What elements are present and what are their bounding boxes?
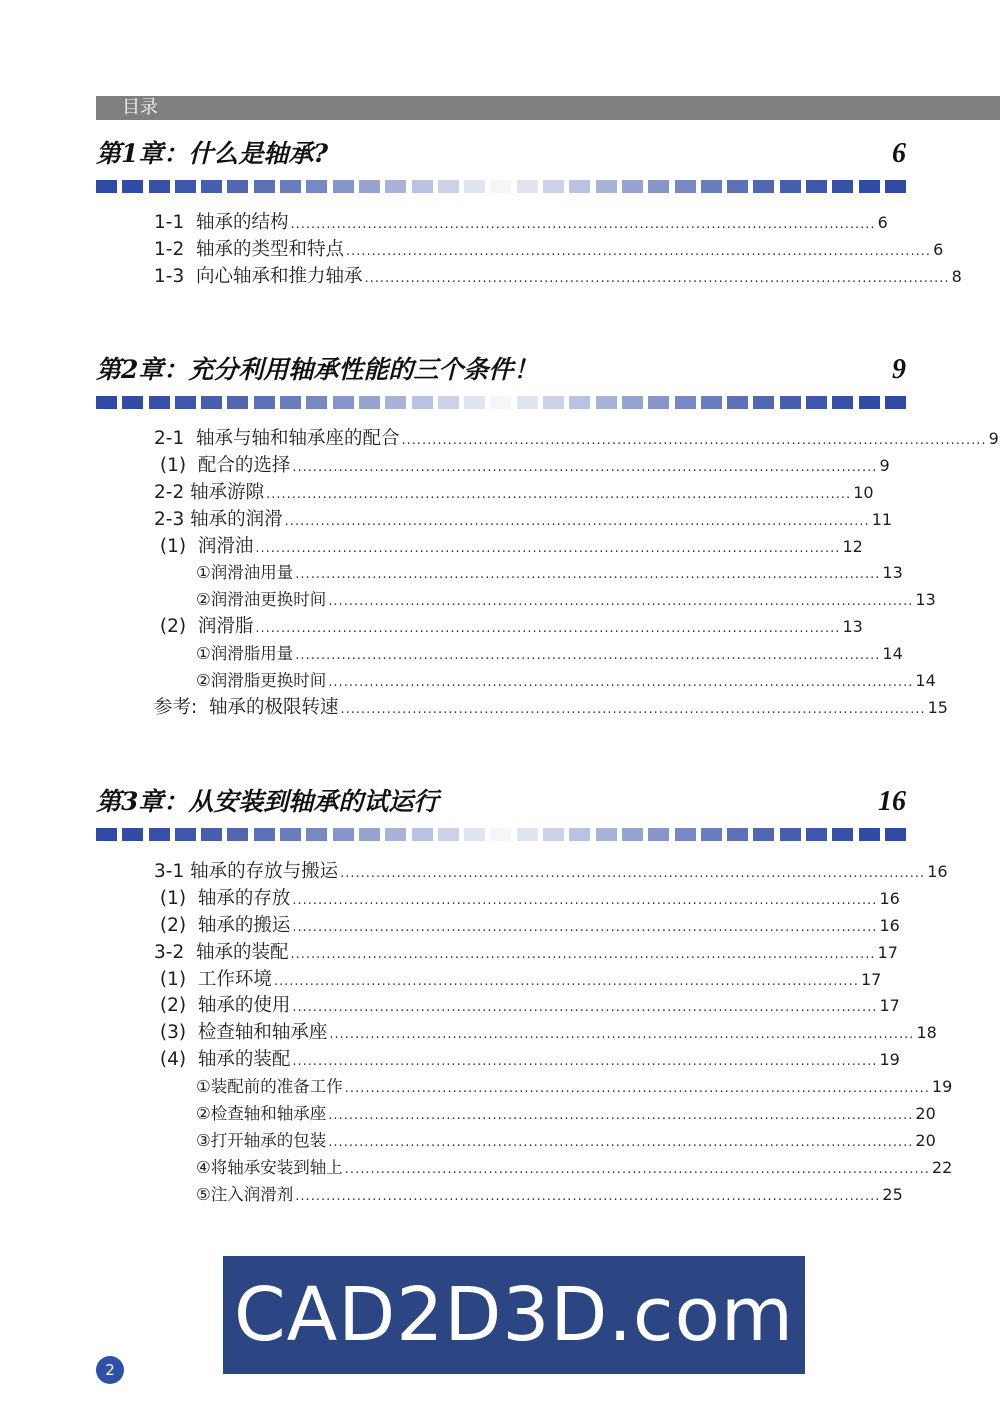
dash-segment: [333, 828, 354, 841]
dot-leader: ..................................................................................................................: [266, 486, 852, 502]
toc-entry-page: 9: [988, 429, 999, 448]
dash-segment: [622, 180, 643, 193]
dash-segment: [832, 180, 853, 193]
decorative-dash-row: [96, 828, 906, 841]
dot-leader: ..................................................................................................................: [284, 513, 870, 529]
toc-entry[interactable]: [154, 507, 893, 534]
toc-entry-page: 17: [860, 969, 882, 989]
toc-entry-label: (1) 配合的选择: [154, 454, 291, 476]
toc-entry[interactable]: [154, 641, 903, 668]
dash-segment: [727, 396, 748, 409]
toc-entry-page: 16: [879, 915, 900, 935]
dash-segment: [306, 396, 327, 409]
dot-leader: ..................................................................................................................: [295, 648, 881, 664]
dash-segment: [254, 828, 275, 841]
dash-segment: [175, 828, 196, 841]
toc-entry-label: ①润滑油用量: [196, 563, 294, 583]
dot-leader: ..................................................................................................................: [328, 1108, 914, 1124]
toc-entry-page: 6: [877, 213, 888, 232]
toc-entry[interactable]: [154, 480, 874, 507]
dash-segment: [517, 828, 538, 841]
toc-list: [154, 859, 953, 1209]
toc-entry-page: 9: [879, 455, 890, 475]
chapter-page: 16: [878, 786, 906, 817]
dash-segment: [201, 396, 222, 409]
toc-entry-page: 13: [882, 563, 903, 583]
dot-leader: ..................................................................................................................: [401, 433, 987, 448]
dash-segment: [438, 828, 459, 841]
toc-entry-label: ②检查轴和轴承座: [196, 1104, 327, 1124]
toc-entry[interactable]: [154, 534, 863, 561]
dot-leader: ..................................................................................................................: [292, 892, 878, 908]
chapter-page: 6: [892, 138, 906, 169]
dot-leader: ..................................................................................................................: [345, 243, 932, 259]
toc-entry-label: ②润滑脂更换时间: [196, 671, 327, 691]
dash-segment: [648, 828, 669, 841]
dash-segment: [122, 180, 143, 193]
toc-entry[interactable]: [154, 587, 936, 614]
toc-entry[interactable]: [154, 993, 900, 1020]
dash-segment: [306, 180, 327, 193]
dash-segment: [490, 828, 511, 841]
toc-entry-label: 2-2 轴承游隙: [154, 481, 265, 503]
toc-list: [154, 426, 999, 722]
decorative-dash-row: [96, 396, 906, 409]
toc-entry-page: 16: [927, 862, 948, 881]
toc-entry-page: 19: [879, 1050, 900, 1070]
toc-entry[interactable]: [154, 1020, 937, 1047]
dash-segment: [701, 828, 722, 841]
dash-segment: [464, 828, 485, 841]
toc-entry[interactable]: [154, 695, 948, 722]
toc-entry[interactable]: [154, 913, 900, 940]
dot-leader: ..................................................................................................................: [328, 1134, 914, 1150]
dash-segment: [333, 180, 354, 193]
toc-entry-page: 16: [879, 888, 900, 908]
dash-segment: [675, 828, 696, 841]
toc-entry[interactable]: [154, 264, 962, 291]
dash-segment: [543, 180, 564, 193]
dash-segment: [753, 396, 774, 409]
toc-entry[interactable]: [154, 560, 903, 587]
dash-segment: [412, 828, 433, 841]
toc-entry-label: ③打开轴承的包装: [196, 1130, 327, 1150]
dash-segment: [201, 180, 222, 193]
toc-entry-label: (3) 检查轴和轴承座: [154, 1022, 328, 1044]
dash-segment: [859, 828, 880, 841]
dash-segment: [412, 180, 433, 193]
dash-segment: [543, 396, 564, 409]
toc-entry[interactable]: [154, 426, 999, 453]
toc-entry-label: 1-2 轴承的类型和特点: [154, 238, 344, 260]
dash-segment: [280, 828, 301, 841]
decorative-dash-row: [96, 180, 906, 193]
dash-segment: [175, 396, 196, 409]
toc-entry-label: (2) 轴承的搬运: [154, 914, 291, 936]
dash-segment: [385, 828, 406, 841]
toc-entry-page: 22: [931, 1157, 953, 1177]
dash-segment: [254, 396, 275, 409]
dash-segment: [96, 180, 117, 193]
dash-segment: [149, 180, 170, 193]
dash-segment: [569, 396, 590, 409]
dash-segment: [727, 828, 748, 841]
toc-entry-label: ④将轴承安装到轴上: [196, 1157, 343, 1177]
toc-entry-page: 17: [877, 942, 898, 962]
toc-entry[interactable]: [154, 1182, 903, 1209]
dash-segment: [675, 396, 696, 409]
toc-entry-label: (2) 轴承的使用: [154, 995, 291, 1017]
dot-leader: ..................................................................................................................: [329, 1027, 915, 1043]
toc-entry-page: 13: [842, 617, 863, 637]
toc-entry-page: 14: [915, 671, 936, 691]
dot-leader: ..................................................................................................................: [295, 567, 881, 583]
toc-entry-page: 17: [879, 996, 900, 1016]
dot-leader: ..................................................................................................................: [292, 919, 878, 935]
header-title: 目录: [122, 97, 158, 118]
dot-leader: ..................................................................................................................: [328, 675, 914, 691]
toc-entry[interactable]: [154, 453, 890, 480]
toc-entry-page: 11: [871, 509, 893, 529]
toc-entry-label: 1-1 轴承的结构: [154, 212, 289, 233]
toc-entry-label: (1) 工作环境: [154, 968, 272, 990]
dot-leader: ..................................................................................................................: [273, 973, 859, 989]
dot-leader: ..................................................................................................................: [292, 459, 878, 475]
dash-segment: [832, 828, 853, 841]
toc-entry[interactable]: [154, 940, 898, 967]
dot-leader: ..................................................................................................................: [255, 621, 841, 637]
toc-entry-page: 19: [931, 1077, 953, 1097]
dash-segment: [675, 180, 696, 193]
toc-entry-page: 20: [915, 1104, 936, 1124]
toc-entry-page: 15: [927, 697, 948, 717]
toc-entry[interactable]: [154, 967, 882, 994]
toc-entry[interactable]: [154, 210, 888, 237]
dash-segment: [885, 828, 906, 841]
dash-segment: [806, 396, 827, 409]
dash-segment: [753, 180, 774, 193]
dash-segment: [859, 396, 880, 409]
toc-entry-label: (1) 润滑油: [154, 535, 254, 557]
toc-entry-label: (1) 轴承的存放: [154, 887, 291, 909]
toc-entry-page: 8: [951, 266, 962, 286]
dash-segment: [438, 396, 459, 409]
chapter-title: 第2章：充分利用轴承性能的三个条件！: [96, 355, 539, 384]
dash-segment: [385, 180, 406, 193]
toc-entry[interactable]: [154, 1155, 953, 1182]
dot-leader: ..................................................................................................................: [295, 1188, 881, 1204]
toc-entry[interactable]: [154, 668, 936, 695]
dash-segment: [122, 396, 143, 409]
dash-segment: [859, 180, 880, 193]
dash-segment: [517, 396, 538, 409]
dash-segment: [464, 396, 485, 409]
header-bar: [96, 96, 1000, 120]
dot-leader: ..................................................................................................................: [255, 540, 841, 556]
dash-segment: [701, 180, 722, 193]
dash-segment: [149, 396, 170, 409]
toc-entry-label: 2-3 轴承的润滑: [154, 508, 283, 530]
toc-entry[interactable]: [154, 237, 944, 264]
dot-leader: ..................................................................................................................: [290, 217, 876, 232]
dash-segment: [175, 180, 196, 193]
dot-leader: ..................................................................................................................: [340, 866, 926, 881]
dash-segment: [648, 180, 669, 193]
dash-segment: [701, 396, 722, 409]
dot-leader: ..................................................................................................................: [292, 1054, 878, 1070]
toc-entry-label: 3-2 轴承的装配: [154, 941, 289, 963]
dash-segment: [806, 180, 827, 193]
dash-segment: [780, 180, 801, 193]
dash-segment: [227, 396, 248, 409]
toc-list: [154, 210, 962, 291]
toc-entry-page: 6: [933, 239, 944, 259]
toc-entry-label: 2-1 轴承与轴和轴承座的配合: [154, 428, 400, 449]
toc-entry-page: 12: [842, 536, 863, 556]
dot-leader: ..................................................................................................................: [328, 594, 914, 610]
dash-segment: [885, 180, 906, 193]
dash-segment: [596, 396, 617, 409]
toc-entry-label: (4) 轴承的装配: [154, 1049, 291, 1071]
toc-entry[interactable]: [154, 886, 900, 913]
dot-leader: ..................................................................................................................: [344, 1161, 930, 1177]
dash-segment: [780, 396, 801, 409]
dash-segment: [569, 180, 590, 193]
dash-segment: [753, 828, 774, 841]
toc-entry-label: (2) 润滑脂: [154, 616, 254, 638]
dash-segment: [490, 180, 511, 193]
dash-segment: [306, 828, 327, 841]
dash-segment: [412, 396, 433, 409]
watermark-logo: [223, 1256, 805, 1374]
dash-segment: [254, 180, 275, 193]
dash-segment: [359, 396, 380, 409]
dash-segment: [359, 180, 380, 193]
chapter-page: 9: [892, 354, 906, 385]
dot-leader: ..................................................................................................................: [290, 946, 876, 962]
dash-segment: [780, 828, 801, 841]
dash-segment: [96, 828, 117, 841]
dot-leader: ..................................................................................................................: [344, 1081, 930, 1097]
toc-entry-label: ②润滑油更换时间: [196, 590, 327, 610]
page-number-badge: 2: [96, 1356, 124, 1384]
toc-entry[interactable]: [154, 1074, 953, 1101]
toc-entry-label: 3-1 轴承的存放与搬运: [154, 861, 339, 882]
dot-leader: ..................................................................................................................: [364, 270, 950, 286]
watermark-text: CAD2D3D.com: [234, 1272, 794, 1358]
chapter-title: 第1章：什么是轴承?: [96, 139, 329, 168]
toc-entry[interactable]: [154, 1101, 936, 1128]
toc-entry[interactable]: [154, 1128, 936, 1155]
toc-entry-label: 1-3 向心轴承和推力轴承: [154, 265, 363, 287]
toc-entry-page: 25: [882, 1184, 903, 1204]
toc-entry-label: ⑤注入润滑剂: [196, 1184, 294, 1204]
dash-segment: [596, 180, 617, 193]
dash-segment: [438, 180, 459, 193]
toc-entry-page: 10: [853, 482, 874, 502]
dash-segment: [832, 396, 853, 409]
dash-segment: [622, 828, 643, 841]
dash-segment: [280, 180, 301, 193]
dash-segment: [280, 396, 301, 409]
dash-segment: [333, 396, 354, 409]
chapter-title: 第3章：从安装到轴承的试运行: [96, 787, 439, 816]
toc-entry-page: 14: [882, 644, 903, 664]
toc-entry-label: ①润滑脂用量: [196, 644, 294, 664]
dash-segment: [622, 396, 643, 409]
dash-segment: [806, 828, 827, 841]
toc-entry[interactable]: [154, 859, 948, 886]
toc-entry-label: 参考: 轴承的极限转速: [154, 696, 339, 718]
dash-segment: [385, 396, 406, 409]
dash-segment: [727, 180, 748, 193]
toc-entry[interactable]: [154, 1047, 900, 1074]
dash-segment: [885, 396, 906, 409]
toc-entry-page: 18: [916, 1023, 937, 1043]
toc-entry-label: ①装配前的准备工作: [196, 1077, 343, 1097]
dash-segment: [517, 180, 538, 193]
dash-segment: [122, 828, 143, 841]
dash-segment: [96, 396, 117, 409]
dash-segment: [543, 828, 564, 841]
dash-segment: [569, 828, 590, 841]
dash-segment: [648, 396, 669, 409]
dash-segment: [359, 828, 380, 841]
toc-entry[interactable]: [154, 614, 863, 641]
dash-segment: [227, 828, 248, 841]
dash-segment: [201, 828, 222, 841]
dash-segment: [596, 828, 617, 841]
toc-entry-page: 20: [915, 1130, 936, 1150]
dot-leader: ..................................................................................................................: [292, 1000, 878, 1016]
dash-segment: [490, 396, 511, 409]
dot-leader: ..................................................................................................................: [340, 701, 926, 717]
dash-segment: [149, 828, 170, 841]
dash-segment: [464, 180, 485, 193]
dash-segment: [227, 180, 248, 193]
toc-entry-page: 13: [915, 590, 936, 610]
